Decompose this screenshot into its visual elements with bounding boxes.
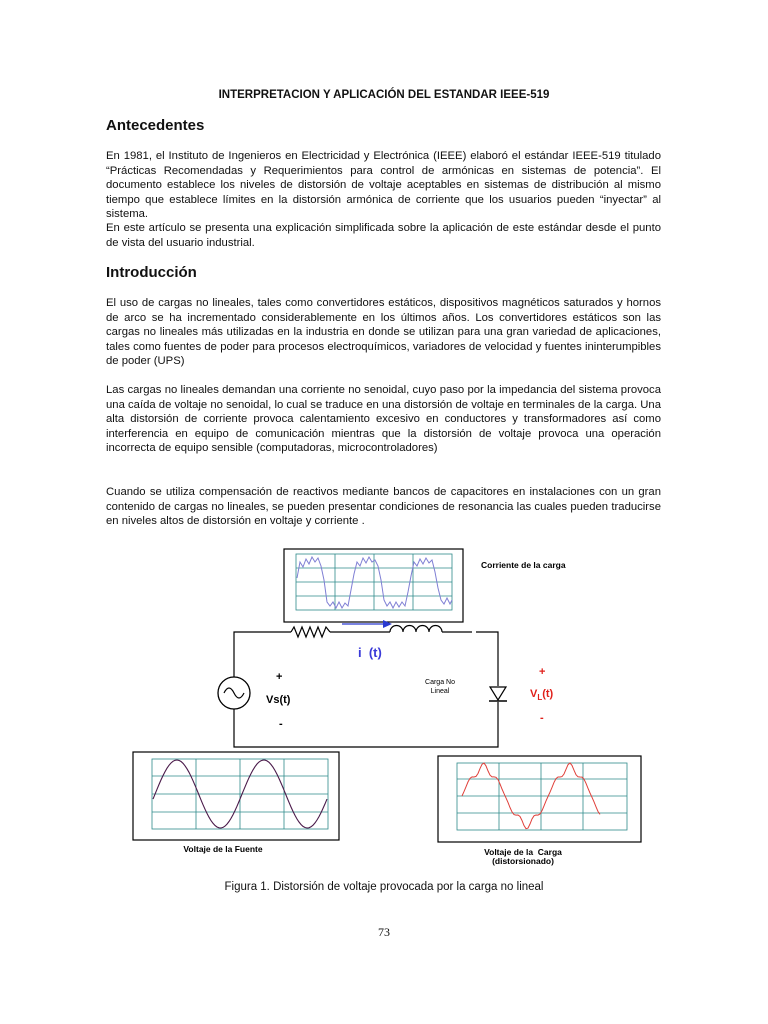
paragraph-antecedentes-2: En este artículo se presenta una explicación simplificada sobre la aplicación de este estándar desde el punto de vista del usuario industrial. [106,222,661,249]
source-plus: + [276,671,283,683]
source-voltage-label: Vs(t) [266,694,291,706]
current-plot [284,549,463,622]
paragraph-introduccion-2: Las cargas no lineales demandan una corriente no senoidal, cuyo paso por la impedancia del sistema provoca una caída de voltaje no senoidal, lo cual se traduce en una distorsión de voltaje en terminales de la carga. Una alta distorsión de corriente provoca calentamiento excesivo en conductores y transformadores así como interferencia en equipo de comunicación mientras que la distorsión de voltaje provoca una operación incorrecta de equipo sensible (computadoras, microcontroladores) [106,384,661,455]
load-wave-label-line2: (distorsionado) [492,856,554,866]
heading-antecedentes: Antecedentes [106,117,205,134]
resistor-symbol [291,627,330,637]
page-title: INTERPRETACION Y APLICACIÓN DEL ESTANDAR IEEE-519 [218,89,550,101]
current-symbol: i (t) [358,645,382,660]
figure-caption: Figura 1. Distorsión de voltaje provocada por la carga no lineal [224,881,544,893]
paragraph-introduccion-3: Cuando se utiliza compensación de reactivos mediante bancos de capacitores en instalaciones con un gran contenido de cargas no lineales, se pueden presentar condiciones de resonancia las cuales pueden traducirse en niveles altos de distorsión en voltaje y corriente . [106,486,661,528]
load-label-line1: Carga No [425,679,455,686]
diode-icon [489,687,507,701]
source-voltage-plot [133,752,339,840]
paragraph-antecedentes-1: En 1981, el Instituto de Ingenieros en Electricidad y Electrónica (IEEE) elaboró el estándar IEEE-519 titulado “Prácticas Recomendadas y Requerimientos para control de armónicas en sistemas de potencia”. El documento establece los niveles de distorsión de voltaje aceptables en sistemas de distribución al mismo tiempo que establece límites en la distorsión armónica de corriente que los usuarios pueden “inyectar” al sistema. [106,150,661,221]
load-plus: + [539,666,546,678]
source-minus: - [279,718,283,730]
page-number: 73 [378,925,390,939]
load-label-line2: Lineal [430,688,450,695]
load-voltage-plot [438,756,641,842]
load-voltage-label: $V_L(t)$ [530,688,554,702]
source-wave-label: Voltaje de la Fuente [183,844,263,854]
current-plot-label: Corriente de la carga [481,560,566,570]
inductor-symbol [390,626,442,633]
load-minus: - [540,712,544,724]
paragraph-introduccion-1: El uso de cargas no lineales, tales como convertidores estáticos, dispositivos magnéticos saturados y hornos de arco se ha incrementado considerablemente en los últimos años. Los convertidores estáticos son las cargas no lineales más utilizadas en la industria en donde se utilizan para una gran variedad de aplicaciones, tales como fuentes de poder para procesos electroquímicos, variadores de velocidad y fuentes ininterumpibles de poder (UPS) [106,297,661,368]
ac-source-icon [218,677,250,709]
heading-introduccion: Introducción [106,264,197,281]
load-wave-label-line1: Voltaje de la Carga [484,847,562,857]
